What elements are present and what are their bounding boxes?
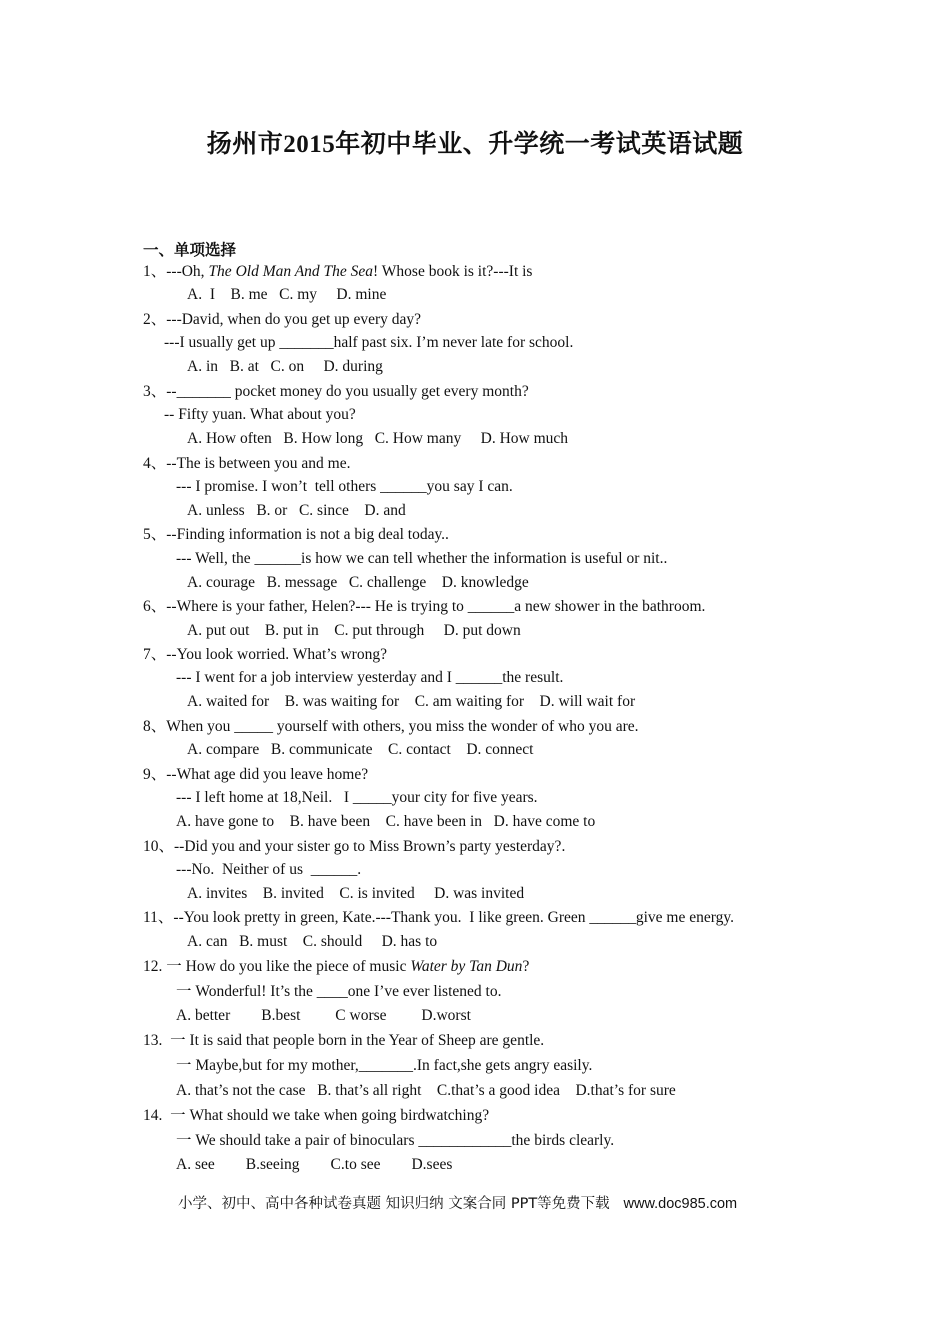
- question-line: [176, 813, 595, 831]
- question-line: [176, 478, 513, 496]
- question-line: [176, 1156, 452, 1174]
- question-line: [143, 646, 387, 664]
- line-text: A. invites B. invited C. is invited D. was invited: [187, 885, 525, 902]
- line-text: A. compare B. communicate C. contact D. connect: [187, 741, 534, 758]
- line-text: 3、--_______ pocket money do you usually get every month?: [143, 383, 529, 400]
- line-text: 一 We should take a pair of binoculars ____________the birds clearly.: [176, 1132, 615, 1149]
- question-line: [187, 502, 406, 520]
- question-line: [187, 358, 383, 376]
- line-text: 一 Maybe,but for my mother,_______.In fact,she gets angry easily.: [176, 1057, 593, 1074]
- line-text: --- I left home at 18,Neil. I _____your city for five years.: [176, 789, 538, 806]
- question-line: [143, 1107, 489, 1125]
- line-text: 9、--What age did you leave home?: [143, 766, 369, 783]
- question-line: [187, 741, 534, 759]
- line-text: ---I usually get up _______half past six. I’m never late for school.: [164, 334, 574, 351]
- question-line: [143, 958, 529, 976]
- question-line: [143, 263, 532, 281]
- question-line: [143, 838, 565, 856]
- line-text: 10、--Did you and your sister go to Miss Brown’s party yesterday?.: [143, 838, 566, 855]
- question-line: [143, 1032, 544, 1050]
- line-text: 6、--Where is your father, Helen?--- He is trying to ______a new shower in the bathroom.: [143, 598, 706, 615]
- italic-title: Water by Tan Dun: [410, 958, 523, 975]
- question-line: [187, 622, 521, 640]
- line-text: 7、--You look worried. What’s wrong?: [143, 646, 387, 663]
- question-line: [187, 885, 524, 903]
- question-line: [143, 526, 449, 544]
- line-text: ---No. Neither of us ______.: [176, 861, 362, 878]
- question-line: [164, 334, 573, 352]
- line-text: A. better B.best C worse D.worst: [176, 1007, 471, 1024]
- question-line: [187, 430, 568, 448]
- line-text-tail: ! Whose book is it?---It is: [373, 263, 533, 280]
- question-line: [176, 983, 501, 1001]
- footer: [178, 1192, 737, 1213]
- line-text: --- I went for a job interview yesterday and I ______the result.: [176, 669, 564, 686]
- line-text: 8、When you _____ yourself with others, you miss the wonder of who you are.: [143, 718, 639, 735]
- footer-text: 小学、初中、高中各种试卷真题 知识归纳 文案合同 PPT等免费下载: [178, 1196, 624, 1212]
- question-line: [176, 669, 563, 687]
- question-line: [187, 933, 437, 951]
- line-text: --- Well, the ______is how we can tell whether the information is useful or nit..: [176, 550, 668, 567]
- line-text: 1、---Oh,: [143, 263, 209, 280]
- line-text: A. courage B. message C. challenge D. knowledge: [187, 574, 529, 591]
- line-text: A. I B. me C. my D. mine: [187, 286, 387, 303]
- line-text: 14. 一 What should we take when going birdwatching?: [143, 1107, 490, 1124]
- line-text: 13. 一 It is said that people born in the Year of Sheep are gentle.: [143, 1032, 545, 1049]
- question-line: [143, 311, 421, 329]
- question-line: [176, 1082, 676, 1100]
- question-line: [187, 574, 529, 592]
- question-line: [176, 789, 538, 807]
- line-text: -- Fifty yuan. What about you?: [164, 406, 356, 423]
- line-text: 5、--Finding information is not a big deal today..: [143, 526, 449, 543]
- line-text: A. can B. must C. should D. has to: [187, 933, 438, 950]
- line-text: A. How often B. How long C. How many D. How much: [187, 430, 569, 447]
- question-line: [143, 909, 734, 927]
- question-line: [164, 406, 356, 424]
- section-heading: 一、单项选择: [143, 241, 237, 259]
- question-line: [143, 718, 639, 736]
- line-text: --- I promise. I won’t tell others ______you say I can.: [176, 478, 513, 495]
- document-title: 扬州市2015年初中毕业、升学统一考试英语试题: [206, 131, 744, 158]
- line-text: 2、---David, when do you get up every day?: [143, 311, 422, 328]
- question-line: [143, 383, 529, 401]
- line-text: 一 Wonderful! It’s the ____one I’ve ever listened to.: [176, 983, 502, 1000]
- footer-url[interactable]: www.doc985.com: [623, 1196, 738, 1212]
- question-line: [187, 693, 635, 711]
- question-line: [187, 286, 386, 304]
- line-text: A. waited for B. was waiting for C. am waiting for D. will wait for: [187, 693, 636, 710]
- question-line: [143, 455, 350, 473]
- line-text: 11、--You look pretty in green, Kate.---Thank you. I like green. Green ______give me energy.: [143, 909, 734, 926]
- question-line: [176, 1132, 614, 1150]
- question-line: [176, 550, 667, 568]
- line-text: A. in B. at C. on D. during: [187, 358, 383, 375]
- line-text: 4、--The is between you and me.: [143, 455, 351, 472]
- question-line: [143, 766, 368, 784]
- line-text: A. have gone to B. have been C. have been in D. have come to: [176, 813, 596, 830]
- line-text-tail: ?: [522, 958, 530, 975]
- line-text: 12. 一 How do you like the piece of music: [143, 958, 411, 975]
- line-text: A. put out B. put in C. put through D. put down: [187, 622, 521, 639]
- question-line: [176, 861, 361, 879]
- line-text: A. unless B. or C. since D. and: [187, 502, 406, 519]
- question-line: [176, 1007, 471, 1025]
- question-line: [176, 1057, 592, 1075]
- question-line: [143, 598, 705, 616]
- italic-title: The Old Man And The Sea: [208, 263, 374, 280]
- line-text: A. that’s not the case B. that’s all right C.that’s a good idea D.that’s for sure: [176, 1082, 676, 1099]
- line-text: A. see B.seeing C.to see D.sees: [176, 1156, 453, 1173]
